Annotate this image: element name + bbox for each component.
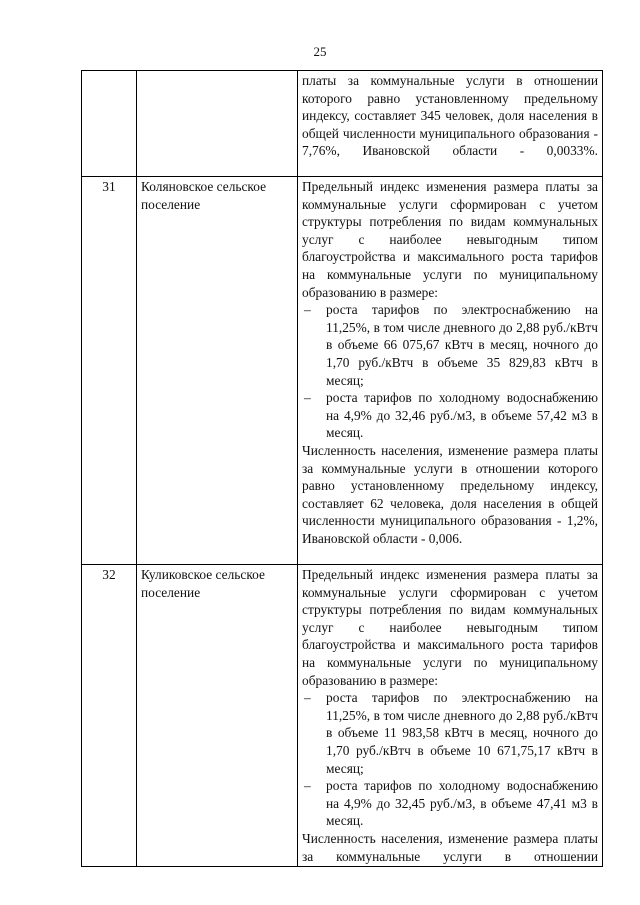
table-row	[82, 565, 603, 867]
municipality-name: Коляновское сельское поселение	[137, 177, 298, 565]
intro-paragraph: Предельный индекс изменения размера платы за коммунальные услуги сформирован с учетом структуры потребления по видам коммунальных услуг с наиболее невыгодным типом благоустройства и максимального роста тарифов на коммунальные услуги по муниципальному образованию в размере:	[302, 179, 598, 300]
intro-paragraph: Предельный индекс изменения размера платы за коммунальные услуги сформирован с учетом структуры потребления по видам коммунальных услуг с наиболее невыгодным типом благоустройства и максимального роста тарифов на коммунальные услуги по муниципальному образованию в размере:	[302, 567, 598, 688]
population-paragraph: Численность населения, изменение размера платы за коммунальные услуги в отношении которого равно установленному предельному индексу, составляет 62 человека, доля населения в общей численности муниципального образования - 1,2%, Ивановской области - 0,006.	[302, 442, 598, 546]
continued-paragraph: платы за коммунальные услуги в отношении которого равно установленному предельному индексу, составляет 345 человек, доля населения в общей численности муниципального образования - 7,76%, Ивановской области - 0,0033%.	[302, 73, 598, 159]
description-cell	[298, 177, 603, 565]
municipal-tariff-table	[81, 70, 603, 867]
description-cell	[298, 71, 603, 177]
tariff-item	[302, 389, 598, 442]
tariff-item-text: роста тарифов по холодному водоснабжению на 4,9% до 32,45 руб./м3, в объеме 47,41 м3 в месяц.	[326, 778, 598, 829]
tariff-item	[302, 689, 598, 777]
population-paragraph: Численность населения, изменение размера платы за коммунальные услуги в отношении	[302, 830, 598, 864]
bullet-dash: –	[304, 302, 311, 318]
tariff-item-text: роста тарифов по холодному водоснабжению на 4,9% до 32,46 руб./м3, в объеме 57,42 м3 в месяц.	[326, 390, 598, 441]
row-number: 32	[82, 565, 137, 867]
tariff-item-text: роста тарифов по электроснабжению на 11,25%, в том числе дневного до 2,88 руб./кВтч в объеме 66 075,67 кВтч в месяц, ночного до 1,70 руб./кВтч в объеме 35 829,83 кВтч в месяц;	[326, 302, 598, 388]
bullet-dash: –	[304, 690, 311, 706]
bullet-dash: –	[304, 390, 311, 406]
row-number	[82, 71, 137, 177]
table-row	[82, 177, 603, 565]
bullet-dash: –	[304, 778, 311, 794]
row-number: 31	[82, 177, 137, 565]
tariff-list	[302, 301, 598, 442]
municipality-name: Куликовское сельское поселение	[137, 565, 298, 867]
table-row	[82, 71, 603, 177]
description-cell	[298, 565, 603, 867]
tariff-item	[302, 777, 598, 830]
municipality-name	[137, 71, 298, 177]
tariff-item-text: роста тарифов по электроснабжению на 11,25%, в том числе дневного до 2,88 руб./кВтч в объеме 11 983,58 кВтч в месяц, ночного до 1,70 руб./кВтч в объеме 10 671,75,17 кВтч в месяц;	[326, 690, 598, 776]
tariff-item	[302, 301, 598, 389]
tariff-list	[302, 689, 598, 830]
page-number: 25	[313, 44, 327, 59]
